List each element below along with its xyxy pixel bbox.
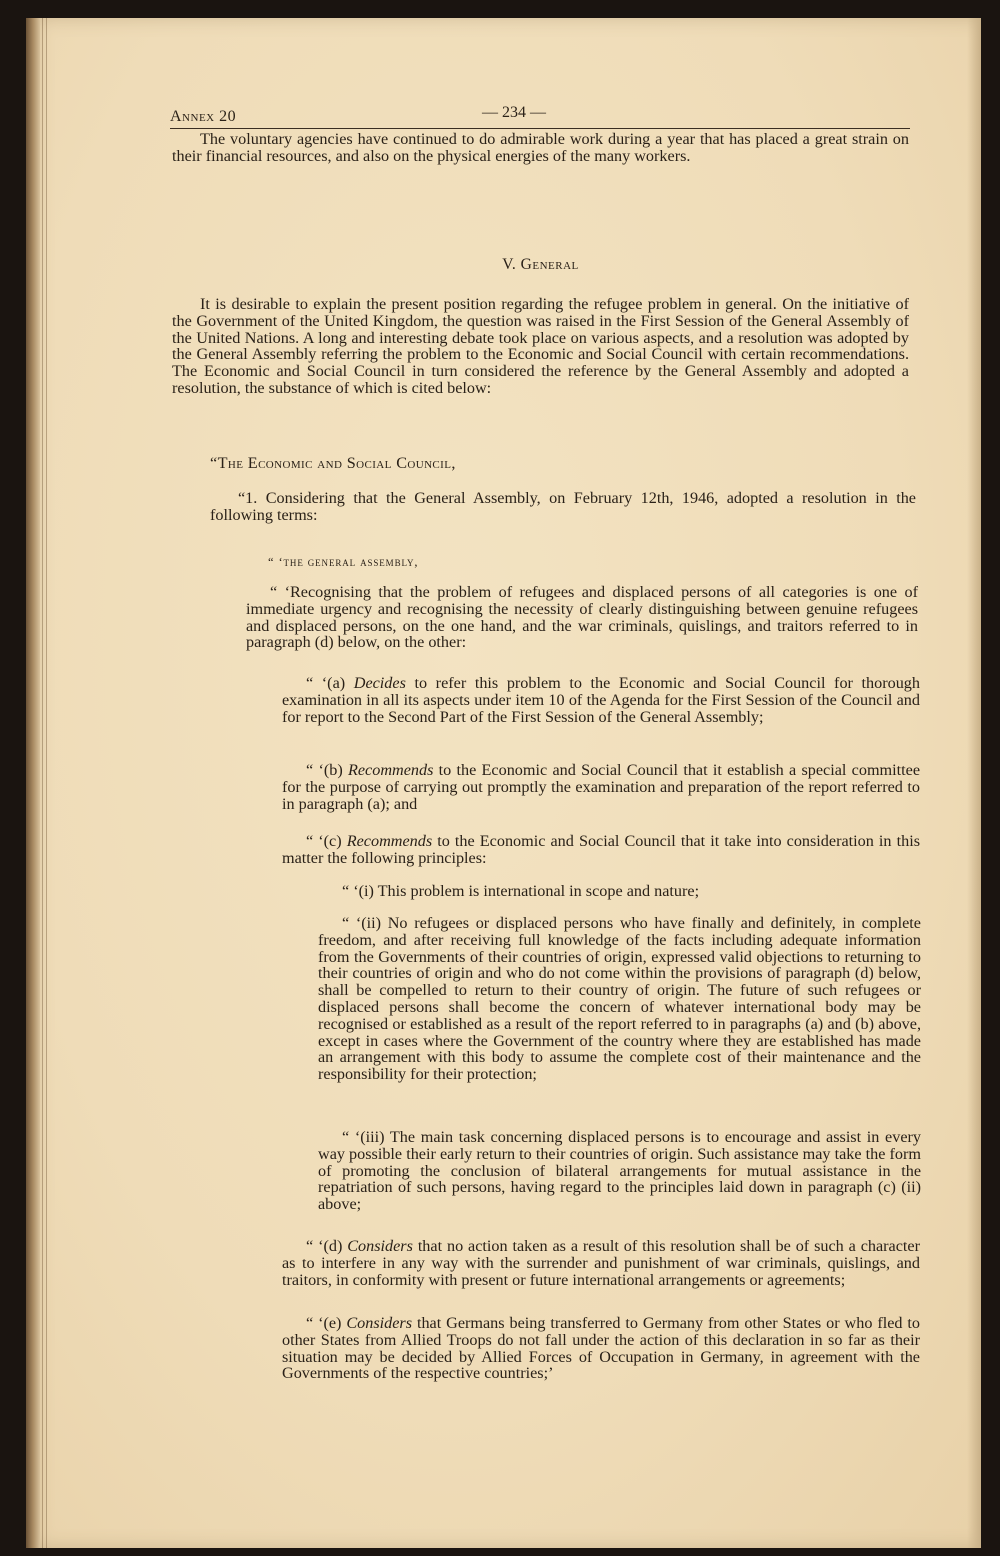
point-1: “1. Considering that the General Assembly, on February 12th, 1946, adopted a resolution in the following terms: bbox=[210, 489, 916, 524]
paragraph-e: “ ‘(e) Considers that Germans being transferred to Germany from other States or who fled to other States from Allied Troops do not fall under the action of this declaration in so far as their situation may be decided by Allied Forces of Occupation in Germany, in agreement with the Governments of the respective countries;’ bbox=[282, 1314, 921, 1383]
annex-label: Annex 20 bbox=[170, 108, 237, 125]
section-heading: V. General bbox=[502, 256, 579, 273]
general-paragraph: It is desirable to explain the present position regarding the refugee problem in general. On the initiative of the Government of the United Kingdom, the question was raised in the First Session of the General Assembly of the United Nations. A long and interesting debate took place on various aspects, and a resolution was adopted by the General Assembly referring the problem to the Economic and Social Council with certain recommendations. The Economic and Social Council in turn considered the reference by the General Assembly and adopted a resolution, the substance of which is cited below: bbox=[172, 295, 909, 397]
paragraph-d: “ ‘(d) Considers that no action taken as a result of this resolution shall be of such a character as to interfere in any way with the surrender and punishment of war criminals, quislings, and traitors, in conformity with present or future international arrangements or agreements; bbox=[282, 1237, 921, 1289]
running-header bbox=[170, 104, 910, 130]
council-heading: “The Economic and Social Council, bbox=[210, 454, 456, 472]
principle-ii: “ ‘(ii) No refugees or displaced persons who have finally and definitely, in complete freedom, and after receiving full knowledge of the facts including adequate information from the Governments of their countries of origin, expressed valid objections to returning to their countries of origin and who do not come within the provisions of paragraph (d) below, shall be compelled to return to their country of origin. The future of such refugees or displaced persons shall become the concern of whatever international body may be recognised or established as a result of the report referred to in paragraphs (a) and (b) above, except in cases where the Government of the country where they are established has made an arrangement with this body to assume the complete cost of their maintenance and the responsibility for their protection; bbox=[318, 914, 921, 1084]
page-right-edge bbox=[967, 18, 981, 1548]
page-number: — 234 — bbox=[482, 104, 546, 121]
book-page bbox=[26, 18, 981, 1548]
principle-i: “ ‘(i) This problem is international in scope and nature; bbox=[342, 882, 700, 900]
header-rule bbox=[170, 128, 910, 129]
intro-paragraph: The voluntary agencies have continued to do admirable work during a year that has placed a great strain on their financial resources, and also on the physical energies of the many workers. bbox=[172, 130, 909, 165]
assembly-heading: “ ‘the general assembly, bbox=[268, 555, 419, 569]
paragraph-a: “ ‘(a) Decides to refer this problem to the Economic and Social Council for thorough examination in all its aspects under item 10 of the Agenda for the First Session of the Council and for report to the Second Part of the First Session of the General Assembly; bbox=[282, 674, 920, 726]
recognising-paragraph: “ ‘Recognising that the problem of refugees and displaced persons of all categories is one of immediate urgency and recognising the necessity of clearly distinguishing between genuine refugees and displaced persons, on the one hand, and the war criminals, quislings, and traitors referred to in paragraph (d) below, on the other: bbox=[246, 583, 918, 652]
principle-iii: “ ‘(iii) The main task concerning displaced persons is to encourage and assist in every way possible their early return to their countries of origin. Such assistance may take the form of promoting the conclusion of bilateral arrangements for mutual assistance in the repatriation of such persons, having regard to the principles laid down in paragraph (c) (ii) above; bbox=[318, 1128, 921, 1214]
paragraph-b: “ ‘(b) Recommends to the Economic and Social Council that it establish a special committee for the purpose of carrying out promptly the examination and preparation of the report referred to in paragraph (a); and bbox=[282, 761, 921, 813]
paragraph-c: “ ‘(c) Recommends to the Economic and Social Council that it take into consideration in this matter the following principles: bbox=[282, 832, 920, 867]
book-spine-shadow bbox=[26, 18, 40, 1548]
